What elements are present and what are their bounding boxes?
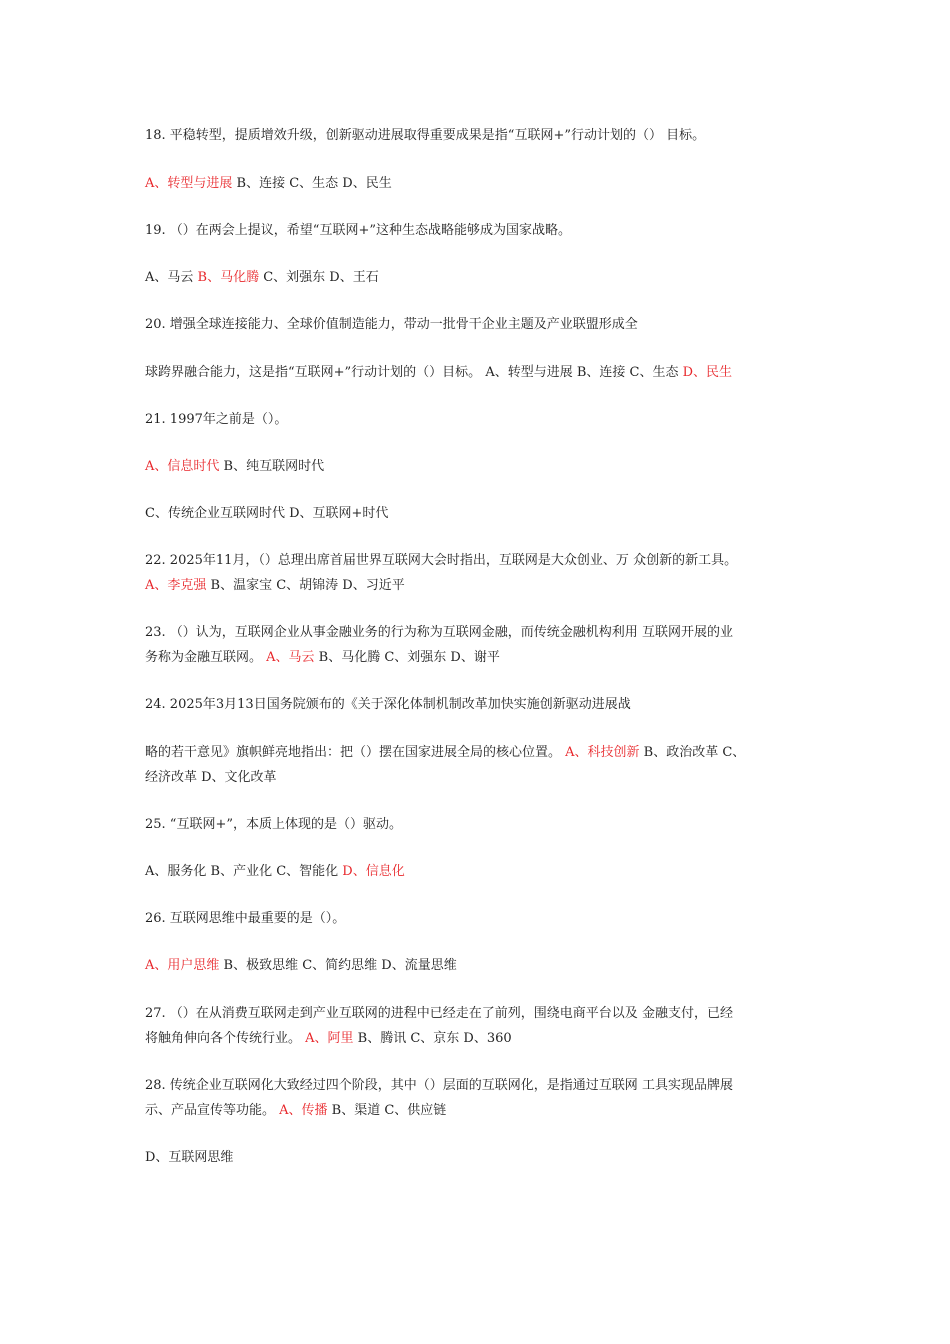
stem-text: 球跨界融合能力，这是指“互联网+”行动计划的（）目标。 A、转型与进展 B、连接 C、生态 bbox=[145, 365, 683, 380]
correct-answer: A、传播 bbox=[279, 1103, 328, 1118]
question-28-options bbox=[145, 1099, 805, 1123]
question-20-stem: 20. 增强全球连接能力、全球价值制造能力，带动一批骨干企业主题及产业联盟形成全 bbox=[145, 317, 638, 332]
question-27-stem: 27. （）在从消费互联网走到产业互联网的进程中已经走在了前列，围绕电商平台以及 金融支付，已经 bbox=[145, 1006, 733, 1021]
correct-answer: A、信息时代 bbox=[145, 459, 220, 474]
question-22-options bbox=[145, 574, 805, 598]
question-25-stem: 25. “互联网+”，本质上体现的是（）驱动。 bbox=[145, 817, 402, 832]
question-20-stem-continued bbox=[145, 361, 805, 385]
option-a: A、马云 bbox=[145, 270, 198, 285]
question-23-stem: 23. （）认为，互联网企业从事金融业务的行为称为互联网金融，而传统金融机构利用 互联网开展的业 bbox=[145, 625, 733, 640]
correct-answer: A、马云 bbox=[266, 650, 315, 665]
correct-answer: D、民生 bbox=[682, 365, 733, 380]
other-options: B、政治改革 C、 bbox=[639, 745, 746, 760]
stem-text: 略的若干意见》旗帜鲜亮地指出：把（）摆在国家进展全局的核心位置。 bbox=[145, 745, 566, 760]
question-23-options bbox=[145, 646, 805, 670]
question-22-stem: 22. 2025年11月，（）总理出席首届世界互联网大会时指出，互联网是大众创业、万 众创新的新工具。 bbox=[145, 553, 738, 568]
question-24-options bbox=[145, 741, 805, 765]
other-options: B、连接 C、生态 D、民生 bbox=[232, 176, 392, 191]
question-19-options bbox=[145, 266, 805, 290]
question-21-options-continued: C、传统企业互联网时代 D、互联网+时代 bbox=[145, 506, 389, 521]
question-18-stem: 18. 平稳转型，提质增效升级，创新驱动进展取得重要成果是指“互联网+”行动计划的（） 目标。 bbox=[145, 128, 706, 143]
question-26-options bbox=[145, 954, 805, 978]
question-21-options bbox=[145, 455, 805, 479]
question-28-options-continued: D、互联网思维 bbox=[145, 1150, 234, 1165]
stem-text: 将触角伸向各个传统行业。 bbox=[145, 1031, 306, 1046]
correct-answer: A、科技创新 bbox=[565, 745, 640, 760]
other-options: B、渠道 C、供应链 bbox=[327, 1103, 447, 1118]
correct-answer: A、李克强 bbox=[145, 578, 207, 593]
correct-answer: A、用户思维 bbox=[145, 958, 220, 973]
other-options: B、腾讯 C、京东 D、360 bbox=[353, 1031, 512, 1046]
other-options: B、纯互联网时代 bbox=[219, 459, 325, 474]
other-options: B、马化腾 C、刘强东 D、谢平 bbox=[314, 650, 500, 665]
other-options: C、刘强东 D、王石 bbox=[259, 270, 379, 285]
question-24-stem: 24. 2025年3月13日国务院颁布的《关于深化体制机制改革加快实施创新驱动进展战 bbox=[145, 697, 631, 712]
correct-answer: A、转型与进展 bbox=[145, 176, 233, 191]
question-26-stem: 26. 互联网思维中最重要的是（）。 bbox=[145, 911, 346, 926]
stem-text: 务称为金融互联网。 bbox=[145, 650, 267, 665]
correct-answer: B、马化腾 bbox=[197, 270, 260, 285]
question-27-options bbox=[145, 1027, 805, 1051]
question-21-stem: 21. 1997年之前是（）。 bbox=[145, 412, 288, 427]
question-18-options bbox=[145, 172, 805, 196]
stem-text: 示、产品宣传等功能。 bbox=[145, 1103, 280, 1118]
question-25-options bbox=[145, 860, 805, 884]
other-options: B、温家宝 C、胡锦涛 D、习近平 bbox=[206, 578, 405, 593]
other-options: B、极致思维 C、简约思维 D、流量思维 bbox=[219, 958, 457, 973]
other-options: A、服务化 B、产业化 C、智能化 bbox=[145, 864, 343, 879]
question-28-stem: 28. 传统企业互联网化大致经过四个阶段，其中（）层面的互联网化，是指通过互联网 工具实现品牌展 bbox=[145, 1078, 733, 1093]
correct-answer: A、阿里 bbox=[305, 1031, 354, 1046]
question-24-options-continued: 经济改革 D、文化改革 bbox=[145, 770, 277, 785]
correct-answer: D、信息化 bbox=[342, 864, 405, 879]
question-19-stem: 19. （）在两会上提议，希望“互联网+”这种生态战略能够成为国家战略。 bbox=[145, 223, 571, 238]
